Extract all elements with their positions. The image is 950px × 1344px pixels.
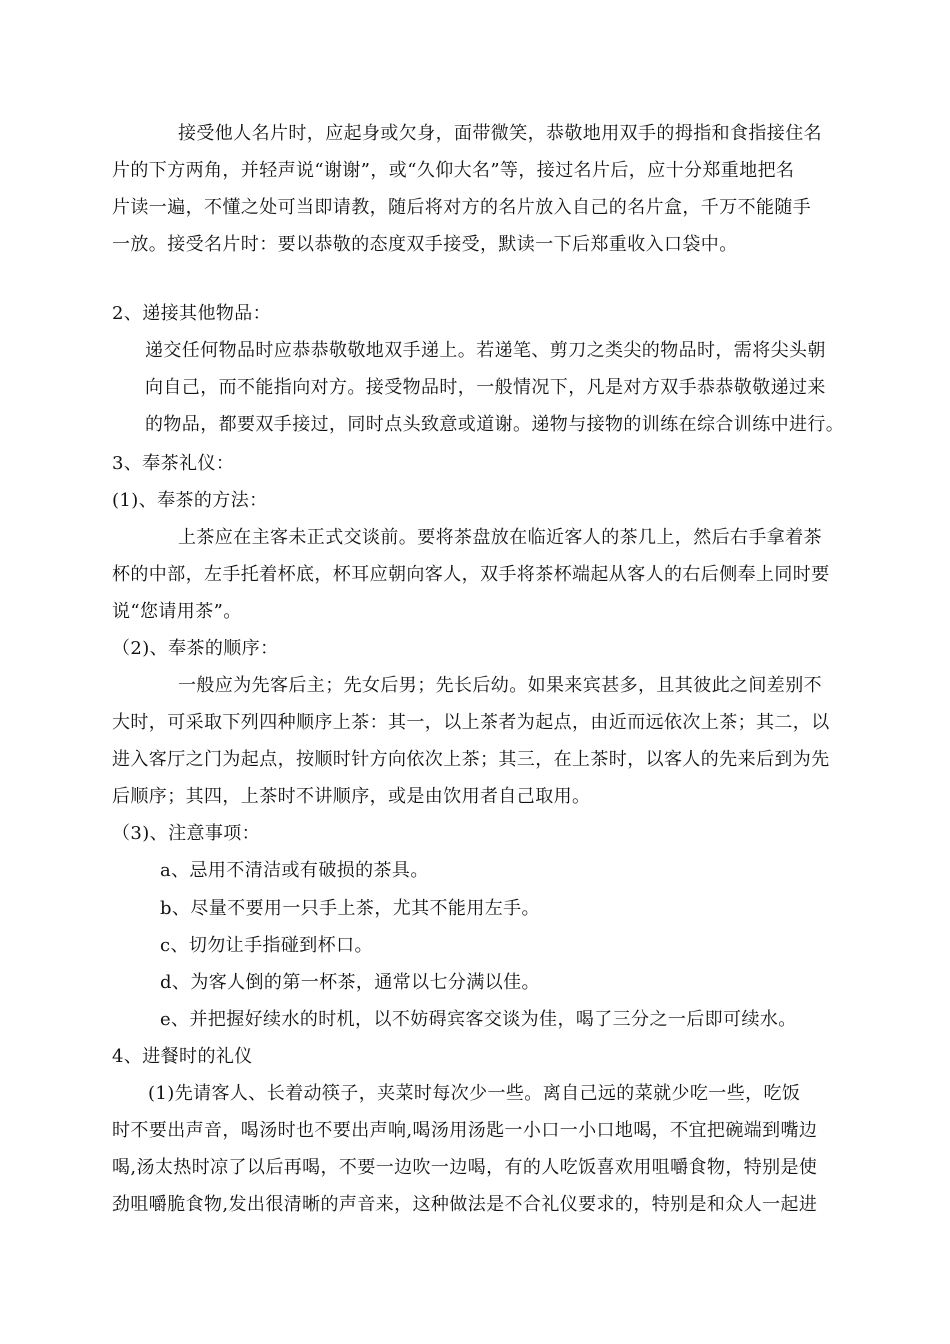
list-item: a、忌用不清洁或有破损的茶具。: [160, 860, 429, 881]
paragraph-line: 一放。接受名片时：要以恭敬的态度双手接受，默读一下后郑重收入口袋中。: [112, 234, 738, 255]
paragraph-line: 向自己，而不能指向对方。接受物品时，一般情况下，凡是对方双手恭恭敬敬递过来: [145, 377, 826, 398]
paragraph-line: 劲咀嚼脆食物,发出很清晰的声音来，这种做法是不合礼仪要求的，特别是和众人一起进: [112, 1194, 818, 1215]
subsection-heading: (1)、奉茶的方法：: [112, 490, 268, 511]
paragraph-line: 上茶应在主客未正式交谈前。要将茶盘放在临近客人的茶几上，然后右手拿着茶: [178, 527, 822, 548]
paragraph-line: 递交任何物品时应恭恭敬敬地双手递上。若递笔、剪刀之类尖的物品时，需将尖头朝: [145, 340, 826, 361]
list-item: e、并把握好续水的时机，以不妨碍宾客交谈为佳，喝了三分之一后即可续水。: [160, 1009, 797, 1030]
paragraph-line: 说“您请用茶”。: [112, 601, 242, 622]
paragraph-line: 片读一遍，不懂之处可当即请教，随后将对方的名片放入自己的名片盒，千万不能随手: [112, 197, 812, 218]
paragraph-line: (1)先请客人、长着动筷子，夹菜时每次少一些。离自己远的菜就少吃一些，吃饭: [148, 1083, 801, 1104]
list-item: d、为客人倒的第一杯茶，通常以七分满以佳。: [160, 972, 540, 993]
paragraph-line: 杯的中部，左手托着杯底，杯耳应朝向客人，双手将茶杯端起从客人的右后侧奉上同时要: [112, 564, 830, 585]
paragraph-line: 的物品，都要双手接过，同时点头致意或道谢。递物与接物的训练在综合训练中进行。: [145, 414, 845, 435]
section-heading: 3、奉茶礼仪：: [112, 453, 235, 474]
paragraph-line: 接受他人名片时，应起身或欠身，面带微笑，恭敬地用双手的拇指和食指接住名: [178, 123, 822, 144]
paragraph-line: 时不要出声音，喝汤时也不要出声响,喝汤用汤匙一小口一小口地喝，不宜把碗端到嘴边: [112, 1120, 818, 1141]
paragraph-line: 喝,汤太热时凉了以后再喝，不要一边吹一边喝，有的人吃饭喜欢用咀嚼食物，特别是使: [112, 1157, 818, 1178]
paragraph-line: 后顺序；其四，上茶时不讲顺序，或是由饮用者自己取用。: [112, 786, 591, 807]
paragraph-line: 片的下方两角，并轻声说“谢谢”，或“久仰大名”等，接过名片后，应十分郑重地把名: [112, 160, 795, 181]
section-heading: 4、进餐时的礼仪: [112, 1046, 253, 1067]
paragraph-line: 一般应为先客后主；先女后男；先长后幼。如果来宾甚多，且其彼此之间差别不: [178, 675, 822, 696]
paragraph-line: 大时，可采取下列四种顺序上茶：其一，以上茶者为起点，由近而远依次上茶；其二，以: [112, 712, 830, 733]
list-item: c、切勿让手指碰到杯口。: [160, 935, 373, 956]
subsection-heading: （3)、注意事项：: [112, 823, 261, 844]
paragraph-line: 进入客厅之门为起点，按顺时针方向依次上茶；其三，在上茶时，以客人的先来后到为先: [112, 749, 830, 770]
subsection-heading: （2)、奉茶的顺序：: [112, 638, 279, 659]
list-item: b、尽量不要用一只手上茶，尤其不能用左手。: [160, 898, 540, 919]
section-heading: 2、递接其他物品：: [112, 303, 272, 324]
